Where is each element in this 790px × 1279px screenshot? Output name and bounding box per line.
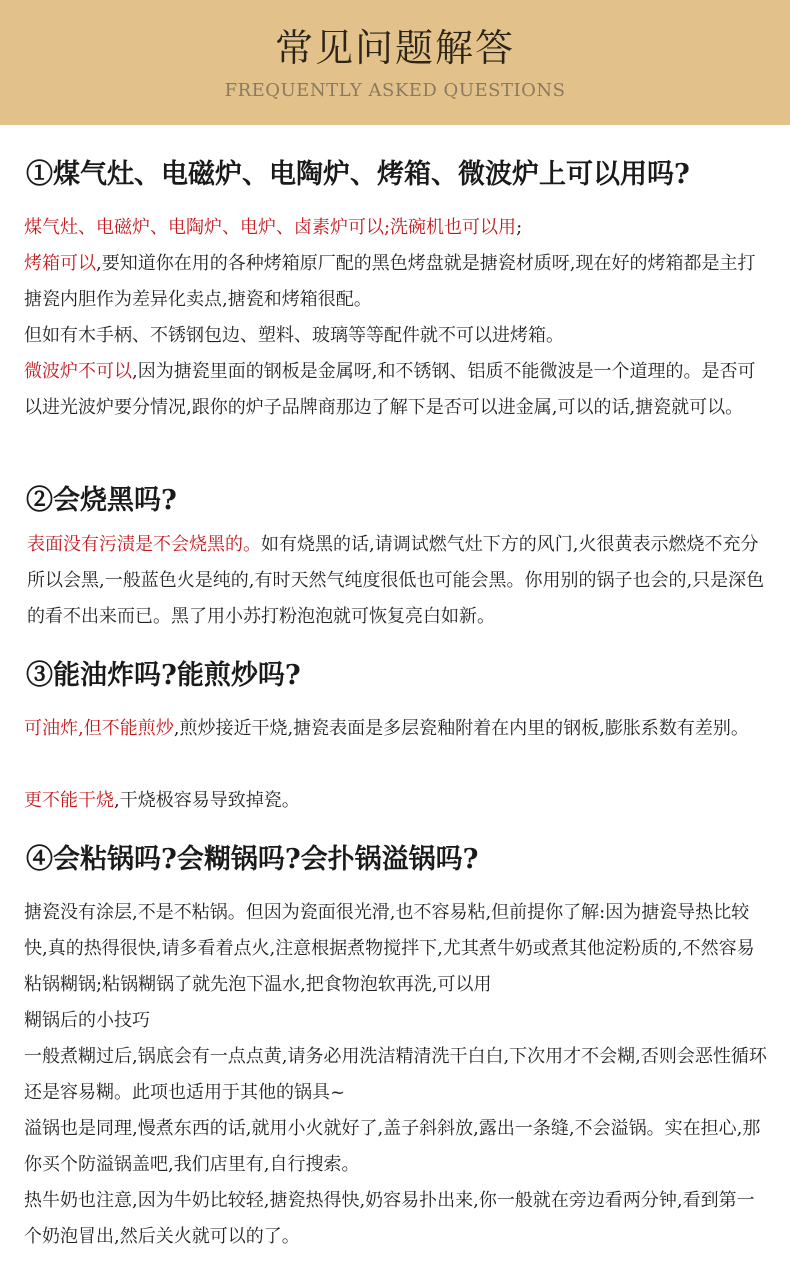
body-text: ,因为搪瓷里面的钢板是金属呀,和不锈钢、铝质不能微波是一个道理的。是否可以进光波炉要分情况,跟你的炉子品牌商那边了解下是否可以进金属,可以的话,搪瓷就可以。 — [24, 361, 756, 418]
page-title: 常见问题解答 — [274, 26, 515, 70]
body-text: ,要知道你在用的各种烤箱原厂配的黑色烤盘就是搪瓷材质呀,现在好的烤箱都是主打搪瓷内胆作为差异化卖点,搪瓷和烤箱很配。 — [24, 253, 756, 310]
question-3-para-1 — [24, 711, 769, 747]
body-text: ; — [516, 217, 523, 238]
page-subtitle: FREQUENTLY ASKED QUESTIONS — [224, 80, 566, 101]
header-banner — [0, 0, 790, 125]
question-1-para-1 — [24, 210, 769, 246]
question-2-para-1 — [27, 527, 772, 635]
question-1-para-4 — [24, 354, 769, 426]
question-1-title: ①煤气灶、电磁炉、电陶炉、烤箱、微波炉上可以用吗? — [26, 159, 690, 190]
question-4-para-4: 热牛奶也注意,因为牛奶比较轻,搪瓷热得快,奶容易扑出来,你一般就在旁边看两分钟,看到第一个奶泡冒出,然后关火就可以的了。 — [24, 1190, 755, 1247]
question-3-title: ③能油炸吗?能煎炒吗? — [26, 660, 301, 691]
body-text: 如有烧黑的话,请调试燃气灶下方的风门,火很黄表示燃烧不充分所以会黑,一般蓝色火是纯的,有时天然气纯度很低也可能会黑。你用别的锅子也会的,只是深色的看不出来而已。黑了用小苏打粉泡泡就可恢复亮白如新。 — [27, 534, 765, 627]
highlight-text: 微波炉不可以 — [24, 361, 132, 382]
question-2-title: ②会烧黑吗? — [26, 485, 177, 516]
question-1-para-2 — [24, 246, 769, 318]
highlight-text: 可油炸,但不能煎炒 — [24, 718, 174, 739]
question-3-para-2 — [24, 783, 769, 819]
question-1-para-3: 但如有木手柄、不锈钢包边、塑料、玻璃等等配件就不可以进烤箱。 — [24, 325, 564, 346]
highlight-text: 表面没有污渍是不会烧黑的。 — [27, 534, 261, 555]
highlight-text: 更不能干烧 — [24, 790, 114, 811]
body-text: ,煎炒接近干烧,搪瓷表面是多层瓷釉附着在内里的钢板,膨胀系数有差别。 — [173, 718, 749, 739]
question-4-para-3: 溢锅也是同理,慢煮东西的话,就用小火就好了,盖子斜斜放,露出一条缝,不会溢锅。实在担心,那你买个防溢锅盖吧,我们店里有,自行搜索。 — [24, 1118, 761, 1175]
question-4-para-1-tail: 糊锅后的小技巧 — [24, 1010, 150, 1031]
question-4-para-1: 搪瓷没有涂层,不是不粘锅。但因为瓷面很光滑,也不容易粘,但前提你了解:因为搪瓷导热比较快,真的热得很快,请多看着点火,注意根据煮物搅拌下,尤其煮牛奶或煮其他淀粉质的,不然容易粘锅糊锅;粘锅糊锅了就先泡下温水,把食物泡软再洗,可以用 — [24, 902, 755, 995]
body-text: ,干烧极容易导致掉瓷。 — [114, 790, 300, 811]
question-4-title: ④会粘锅吗?会糊锅吗?会扑锅溢锅吗? — [26, 844, 479, 875]
highlight-text: 煤气灶、电磁炉、电陶炉、电炉、卤素炉可以;洗碗机也可以用 — [24, 217, 517, 238]
question-4-para-2: 一般煮糊过后,锅底会有一点点黄,请务必用洗洁精清洗干白白,下次用才不会糊,否则会恶性循环还是容易糊。此项也适用于其他的锅具~ — [24, 1046, 767, 1103]
highlight-text: 烤箱可以 — [24, 253, 96, 274]
